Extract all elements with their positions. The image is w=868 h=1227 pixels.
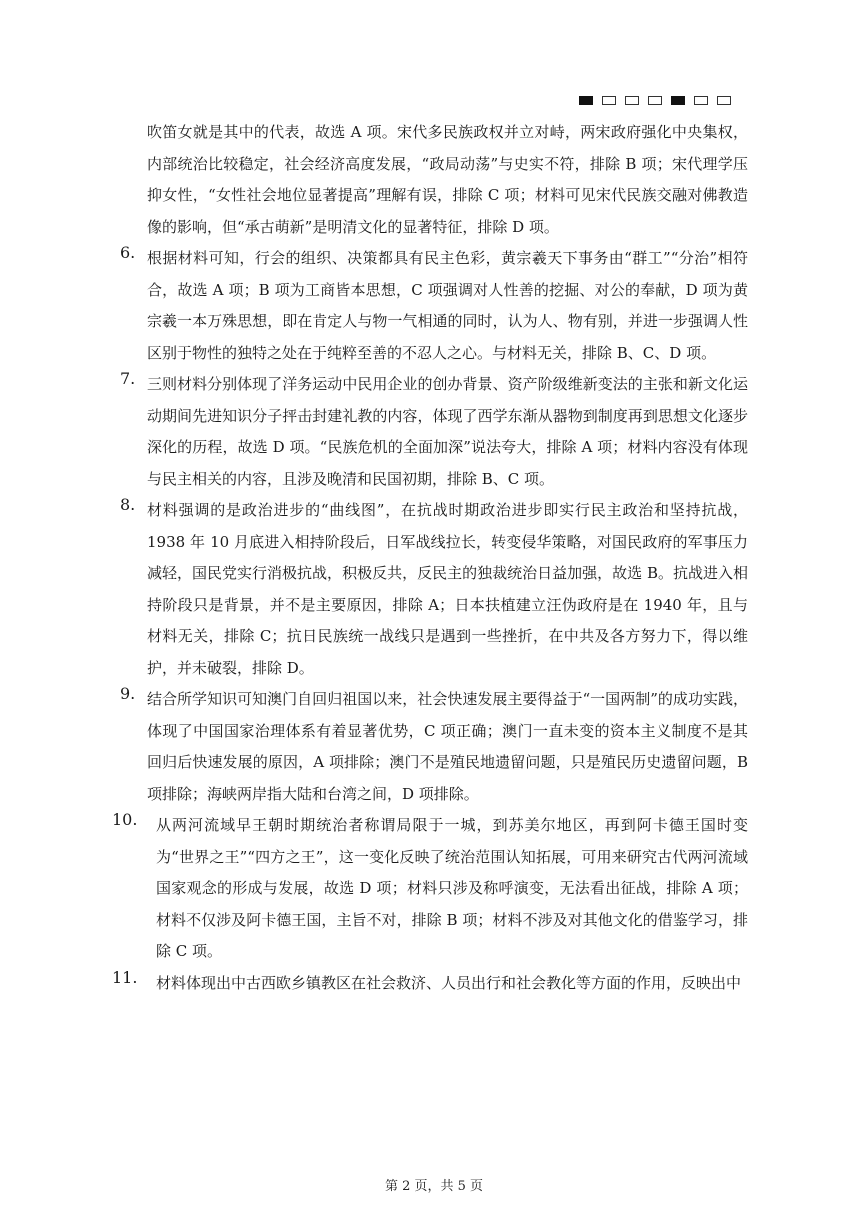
item-number: 8. xyxy=(120,495,136,514)
answer-item-6 xyxy=(120,243,748,369)
page-marker-square xyxy=(671,96,685,105)
item-text: 根据材料可知，行会的组织、决策都具有民主色彩，黄宗羲天下事务由“群工”“分治”相符合，故选 A 项；B 项为工商皆本思想，C 项强调对人性善的挖掘、对公的奉献，D 项为黄宗羲一本万殊思想，即在肯定人与物一气相通的同时，认为人、物有别，并进一步强调人性区别于物性的独特之处在于纯粹至善的不忍人之心。与材料无关，排除 B、C、D 项。 xyxy=(147,249,748,362)
item-text: 从两河流域早王朝时期统治者称谓局限于一城，到苏美尔地区，再到阿卡德王国时变为“世界之王”“四方之王”，这一变化反映了统治范围认知拓展，可用来研究古代两河流域国家观念的形成与发展，故选 D 项；材料只涉及称呼演变，无法看出征战，排除 A 项；材料不仅涉及阿卡德王国，主旨不对，排除 B 项；材料不涉及对其他文化的借鉴学习，排除 C 项。 xyxy=(156,816,748,960)
page-marker-square xyxy=(694,96,708,105)
page-marker-squares xyxy=(579,96,731,105)
item-text: 材料强调的是政治进步的“曲线图”，在抗战时期政治进步即实行民主政治和坚持抗战，1938 年 10 月底进入相持阶段后，日军战线拉长，转变侵华策略，对国民政府的军事压力减轻，国民党实行消极抗战，积极反共，反民主的独裁统治日益加强，故选 B。抗战进入相持阶段只是背景，并不是主要原因，排除 A；日本扶植建立汪伪政府是在 1940 年，且与材料无关，排除 C；抗日民族统一战线只是遇到一些挫折，在中共及各方努力下，得以维护，并未破裂，排除 D。 xyxy=(147,501,748,677)
page-footer: 第 2 页，共 5 页 xyxy=(384,1179,484,1194)
page-marker-square xyxy=(648,96,662,105)
page-marker-square xyxy=(717,96,731,105)
item-number: 11. xyxy=(112,967,138,987)
item-number: 7. xyxy=(120,369,136,388)
item-number: 9. xyxy=(120,684,136,703)
item-number: 6. xyxy=(120,243,136,262)
answer-item-11 xyxy=(112,967,748,1000)
item-text: 结合所学知识可知澳门自回归祖国以来，社会快速发展主要得益于“一国两制”的成功实践，体现了中国国家治理体系有着显著优势，C 项正确；澳门一直未变的资本主义制度不是其回归后快速发展的原因，A 项排除；澳门不是殖民地遗留问题，只是殖民历史遗留问题，B 项排除；海峡两岸指大陆和台湾之间，D 项排除。 xyxy=(147,690,748,803)
page-marker-square xyxy=(625,96,639,105)
item-text: 三则材料分别体现了洋务运动中民用企业的创办背景、资产阶级维新变法的主张和新文化运动期间先进知识分子抨击封建礼教的内容，体现了西学东渐从器物到制度再到思想文化逐步深化的历程，故选 D 项。“民族危机的全面加深”说法夸大，排除 A 项；材料内容没有体现与民主相关的内容，且涉及晚清和民国初期，排除 B、C 项。 xyxy=(147,375,748,488)
answer-item-7 xyxy=(120,369,748,495)
answer-explanations xyxy=(112,117,748,999)
answer-item-8 xyxy=(120,495,748,684)
item-text: 材料体现出中古西欧乡镇教区在社会救济、人员出行和社会教化等方面的作用，反映出中 xyxy=(156,973,742,992)
continuation-paragraph: 吹笛女就是其中的代表，故选 A 项。宋代多民族政权并立对峙，两宋政府强化中央集权，内部统治比较稳定，社会经济高度发展，“政局动荡”与史实不符，排除 B 项；宋代理学压抑女性，“女性社会地位显著提高”理解有误，排除 C 项；材料可见宋代民族交融对佛教造像的影响，但“承古萌新”是明清文化的显著特征，排除 D 项。 xyxy=(147,123,748,236)
answer-item-9 xyxy=(120,684,748,810)
item-number: 10. xyxy=(112,810,138,829)
answer-item-10 xyxy=(112,810,748,968)
page-marker-square xyxy=(579,96,593,105)
page-marker-square xyxy=(602,96,616,105)
